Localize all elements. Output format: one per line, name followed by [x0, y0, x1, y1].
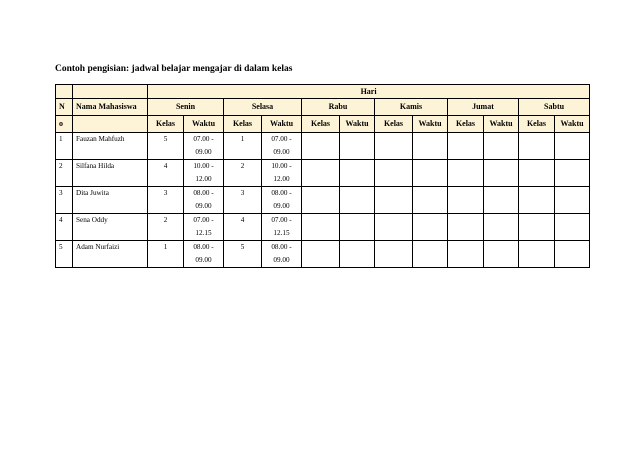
cell-empty	[448, 241, 484, 268]
waktu-start: 10.00 -	[271, 162, 292, 170]
cell-no: 2	[56, 160, 73, 187]
cell-empty	[375, 160, 413, 187]
waktu-start: 08.00 -	[271, 189, 292, 197]
cell-empty	[484, 241, 519, 268]
cell-senin-waktu	[184, 187, 224, 214]
header-kelas: Kelas	[375, 116, 413, 133]
header-row-hari	[56, 85, 590, 99]
cell-senin-kelas: 1	[148, 241, 184, 268]
cell-empty	[555, 214, 590, 241]
page-heading: Contoh pengisian: jadwal belajar mengajar di dalam kelas	[55, 64, 293, 74]
cell-selasa-waktu	[262, 241, 302, 268]
cell-empty	[413, 214, 448, 241]
cell-senin-kelas: 2	[148, 214, 184, 241]
waktu-end: 09.00	[273, 201, 290, 210]
waktu-start: 10.00 -	[193, 162, 214, 170]
cell-empty	[302, 160, 340, 187]
cell-senin-waktu	[184, 241, 224, 268]
cell-empty	[555, 187, 590, 214]
table-row	[56, 214, 590, 241]
cell-senin-kelas: 4	[148, 160, 184, 187]
header-row-sub	[56, 116, 590, 133]
cell-empty	[519, 133, 555, 160]
cell-empty	[448, 187, 484, 214]
cell-selasa-kelas: 4	[224, 214, 262, 241]
header-kelas: Kelas	[224, 116, 262, 133]
cell-empty	[302, 241, 340, 268]
waktu-start: 07.00 -	[193, 216, 214, 224]
waktu-start: 07.00 -	[271, 216, 292, 224]
cell-empty	[413, 187, 448, 214]
cell-empty	[340, 214, 375, 241]
header-hari: Hari	[148, 85, 590, 99]
cell-selasa-waktu	[262, 133, 302, 160]
cell-empty	[375, 133, 413, 160]
cell-selasa-kelas: 3	[224, 187, 262, 214]
waktu-end: 09.00	[195, 255, 212, 264]
cell-empty	[519, 241, 555, 268]
waktu-end: 12.00	[195, 174, 212, 183]
cell-empty	[555, 160, 590, 187]
header-day-sabtu: Sabtu	[519, 99, 590, 116]
header-day-jumat: Jumat	[448, 99, 519, 116]
cell-no: 5	[56, 241, 73, 268]
header-kelas: Kelas	[148, 116, 184, 133]
cell-empty	[413, 241, 448, 268]
cell-selasa-kelas: 5	[224, 241, 262, 268]
waktu-start: 07.00 -	[193, 135, 214, 143]
cell-senin-waktu	[184, 214, 224, 241]
table-row	[56, 160, 590, 187]
cell-empty	[340, 241, 375, 268]
cell-empty	[484, 214, 519, 241]
cell-selasa-kelas: 1	[224, 133, 262, 160]
header-row-days	[56, 99, 590, 116]
header-waktu: Waktu	[262, 116, 302, 133]
cell-senin-waktu	[184, 133, 224, 160]
cell-empty	[484, 187, 519, 214]
waktu-end: 12.00	[273, 174, 290, 183]
cell-name: Silfana Hilda	[73, 160, 148, 187]
cell-selasa-waktu	[262, 187, 302, 214]
cell-empty	[375, 187, 413, 214]
header-day-rabu: Rabu	[302, 99, 375, 116]
header-kelas: Kelas	[302, 116, 340, 133]
cell-no: 1	[56, 133, 73, 160]
waktu-start: 08.00 -	[271, 243, 292, 251]
waktu-end: 09.00	[195, 201, 212, 210]
header-kelas: Kelas	[519, 116, 555, 133]
cell-empty	[375, 241, 413, 268]
cell-empty	[519, 214, 555, 241]
cell-empty	[340, 133, 375, 160]
cell-empty	[555, 133, 590, 160]
cell-empty	[413, 133, 448, 160]
header-waktu: Waktu	[413, 116, 448, 133]
cell-empty	[484, 160, 519, 187]
header-no-bottom: o	[56, 116, 73, 133]
cell-empty	[448, 133, 484, 160]
header-kelas: Kelas	[448, 116, 484, 133]
waktu-end: 09.00	[273, 147, 290, 156]
header-waktu: Waktu	[555, 116, 590, 133]
header-blank-name	[73, 85, 148, 99]
cell-empty	[448, 160, 484, 187]
cell-senin-kelas: 3	[148, 187, 184, 214]
header-waktu: Waktu	[340, 116, 375, 133]
cell-senin-waktu	[184, 160, 224, 187]
header-waktu: Waktu	[484, 116, 519, 133]
cell-name: Adam Nurfaizi	[73, 241, 148, 268]
header-waktu: Waktu	[184, 116, 224, 133]
cell-name: Sena Oddy	[73, 214, 148, 241]
header-nama-mahasiswa: Nama Mahasiswa	[73, 99, 148, 116]
header-day-kamis: Kamis	[375, 99, 448, 116]
header-day-senin: Senin	[148, 99, 224, 116]
cell-empty	[555, 241, 590, 268]
schedule-table	[55, 84, 590, 268]
cell-empty	[302, 133, 340, 160]
cell-name: Dita Juwita	[73, 187, 148, 214]
cell-empty	[340, 187, 375, 214]
waktu-start: 08.00 -	[193, 189, 214, 197]
waktu-end: 09.00	[273, 255, 290, 264]
cell-senin-kelas: 5	[148, 133, 184, 160]
header-day-selasa: Selasa	[224, 99, 302, 116]
cell-empty	[448, 214, 484, 241]
cell-selasa-kelas: 2	[224, 160, 262, 187]
cell-empty	[519, 160, 555, 187]
table-row	[56, 133, 590, 160]
cell-empty	[413, 160, 448, 187]
cell-empty	[519, 187, 555, 214]
table-row	[56, 187, 590, 214]
waktu-start: 08.00 -	[193, 243, 214, 251]
waktu-end: 12.15	[195, 228, 212, 237]
waktu-end: 09.00	[195, 147, 212, 156]
cell-empty	[375, 214, 413, 241]
cell-empty	[302, 187, 340, 214]
cell-no: 3	[56, 187, 73, 214]
header-blank-name-sub	[73, 116, 148, 133]
table-row	[56, 241, 590, 268]
cell-selasa-waktu	[262, 214, 302, 241]
waktu-end: 12.15	[273, 228, 290, 237]
cell-name: Fauzan Mahfuzh	[73, 133, 148, 160]
cell-empty	[484, 133, 519, 160]
cell-selasa-waktu	[262, 160, 302, 187]
header-blank-no	[56, 85, 73, 99]
cell-empty	[302, 214, 340, 241]
cell-empty	[340, 160, 375, 187]
header-no-top: N	[56, 99, 73, 116]
cell-no: 4	[56, 214, 73, 241]
waktu-start: 07.00 -	[271, 135, 292, 143]
